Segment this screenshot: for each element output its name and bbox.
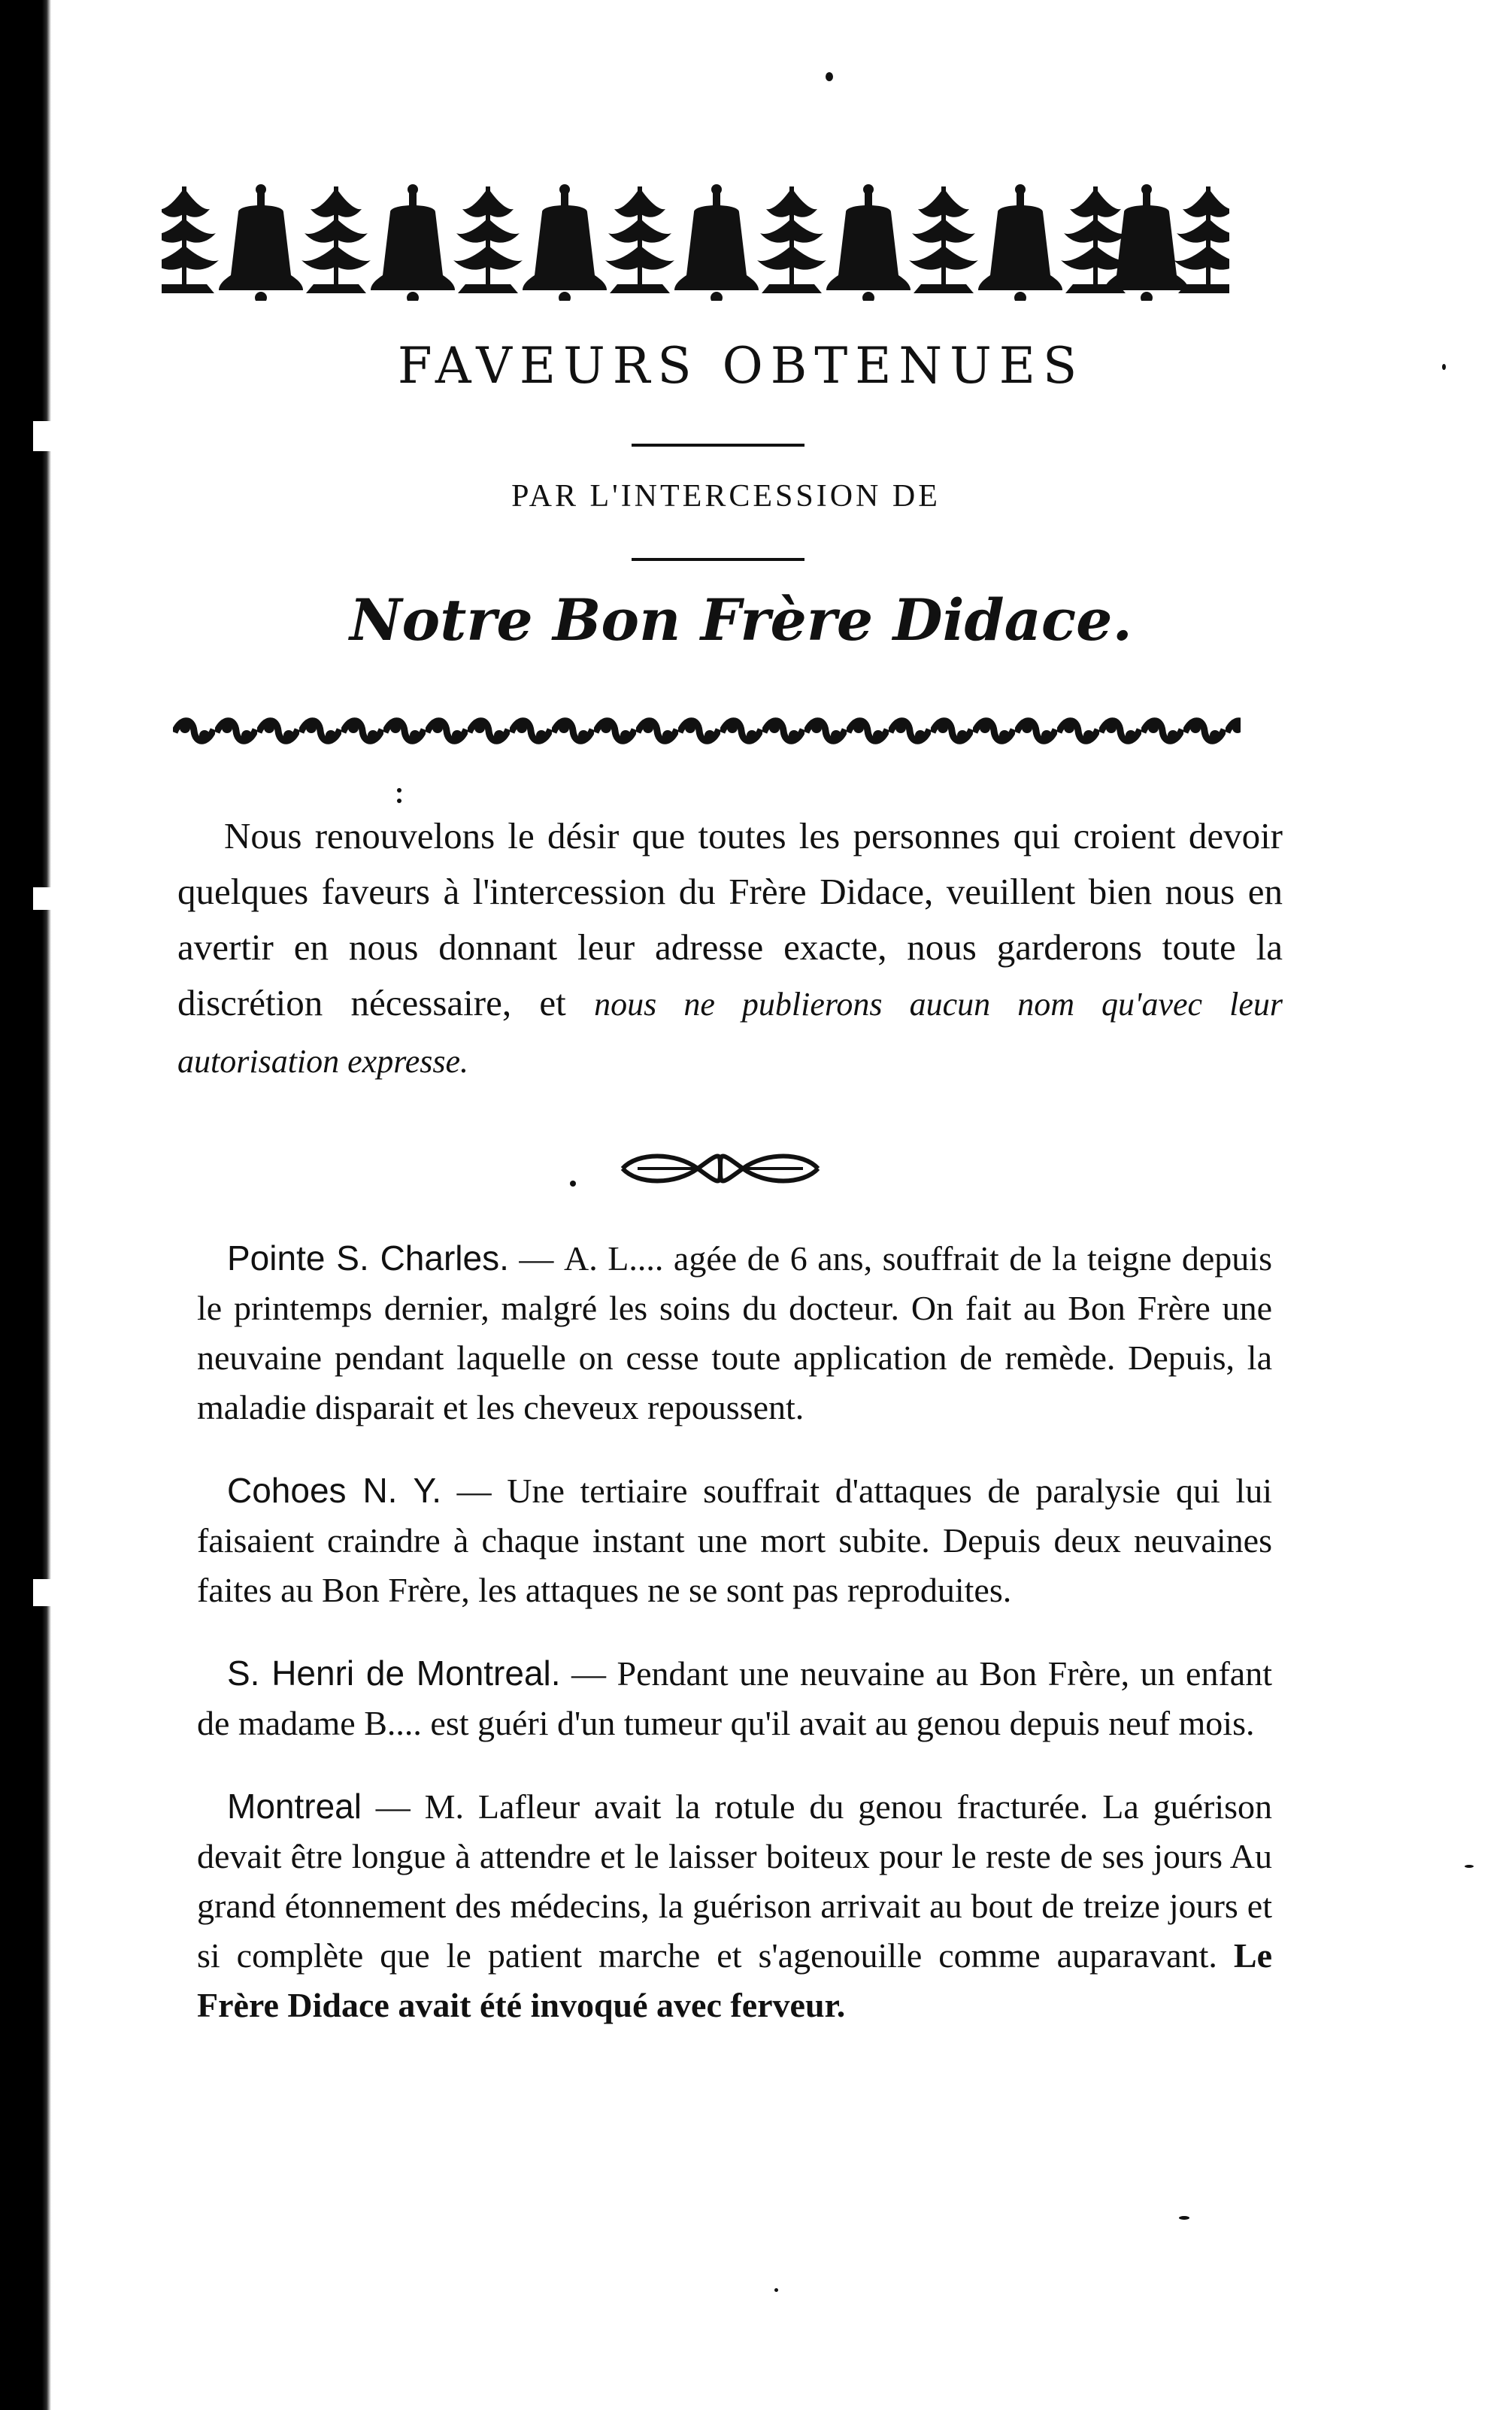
scroll-band-icon bbox=[173, 713, 1241, 749]
entry-dash: — bbox=[441, 1472, 508, 1510]
entry-text: Une tertiaire souffrait d'attaques de paralysie qui lui faisaient craindre à chaque instant une mort subite. Depuis deux neuvaines faites au Bon Frère, les attaques ne se sont pas reproduites. bbox=[197, 1472, 1272, 1609]
intro-lead: Nous renouvelons le désir que toutes les personnes qui croient devoir quelques faveurs à l'intercession du Frère Didace, veuillent bien nous en avertir en nous donnant leur adresse exacte, nous garderons toute la discrétion nécessaire, et bbox=[177, 815, 1283, 1023]
edge-notch bbox=[33, 1579, 54, 1606]
scan-speck bbox=[397, 799, 401, 803]
list-item bbox=[197, 1648, 1272, 1748]
entry-place: S. Henri de Montreal. bbox=[227, 1654, 561, 1693]
entry-ending: Le Frère Didace avait été invoqué avec ferveur. bbox=[197, 1936, 1272, 2024]
scan-speck bbox=[397, 788, 401, 793]
bell-and-lily-frieze-icon bbox=[162, 180, 1229, 301]
favours-list bbox=[197, 1233, 1272, 2030]
entry-place: Montreal bbox=[227, 1787, 362, 1826]
entry-place: Pointe S. Charles. bbox=[227, 1238, 509, 1278]
entry-text: Pendant une neuvaine au Bon Frère, un enfant de madame B.... est guéri d'un tumeur qu'il avait au genou depuis neuf mois. bbox=[197, 1654, 1272, 1742]
intro-paragraph bbox=[177, 808, 1283, 1090]
edge-notch bbox=[33, 887, 54, 910]
scan-speck bbox=[570, 1181, 576, 1187]
entry-text: A. L.... agée de 6 ans, souffrait de la teigne depuis le printemps dernier, malgré les soins du docteur. On fait au Bon Frère une neuvaine pendant laquelle on cesse toute application de remède. Depuis, la maladie disparait et les cheveux repoussent. bbox=[197, 1239, 1272, 1426]
scroll-divider-icon bbox=[608, 1147, 833, 1190]
scan-speck bbox=[1465, 1865, 1474, 1868]
saint-name: Notre Bon Frère Didace. bbox=[350, 587, 1132, 653]
list-item bbox=[197, 1466, 1272, 1615]
list-item bbox=[197, 1233, 1272, 1432]
title-rule bbox=[632, 444, 804, 447]
list-item bbox=[197, 1781, 1272, 2030]
page-title: FAVEURS OBTENUES bbox=[397, 337, 1085, 395]
scan-speck bbox=[774, 2288, 778, 2292]
scan-speck bbox=[826, 72, 833, 81]
entry-place: Cohoes N. Y. bbox=[227, 1471, 442, 1510]
subtitle-rule bbox=[632, 558, 804, 561]
entry-dash: — bbox=[508, 1239, 564, 1278]
entry-dash: — bbox=[361, 1787, 425, 1826]
scan-speck bbox=[1179, 2216, 1189, 2220]
intro-emphasis: nous ne publierons aucun nom qu'avec leur autorisation expresse. bbox=[177, 986, 1283, 1080]
entry-dash: — bbox=[560, 1654, 617, 1693]
entry-text: M. Lafleur avait la rotule du genou fracturée. La guérison devait être longue à attendre et le laisser boiteux pour le reste de ses jours Au grand étonnement des médecins, la guérison arrivait au bout de treize jours et si complète que le patient marche et s'agenouille comme auparavant. bbox=[197, 1787, 1272, 1975]
edge-notch bbox=[33, 421, 54, 451]
subtitle: PAR L'INTERCESSION DE bbox=[511, 479, 941, 514]
